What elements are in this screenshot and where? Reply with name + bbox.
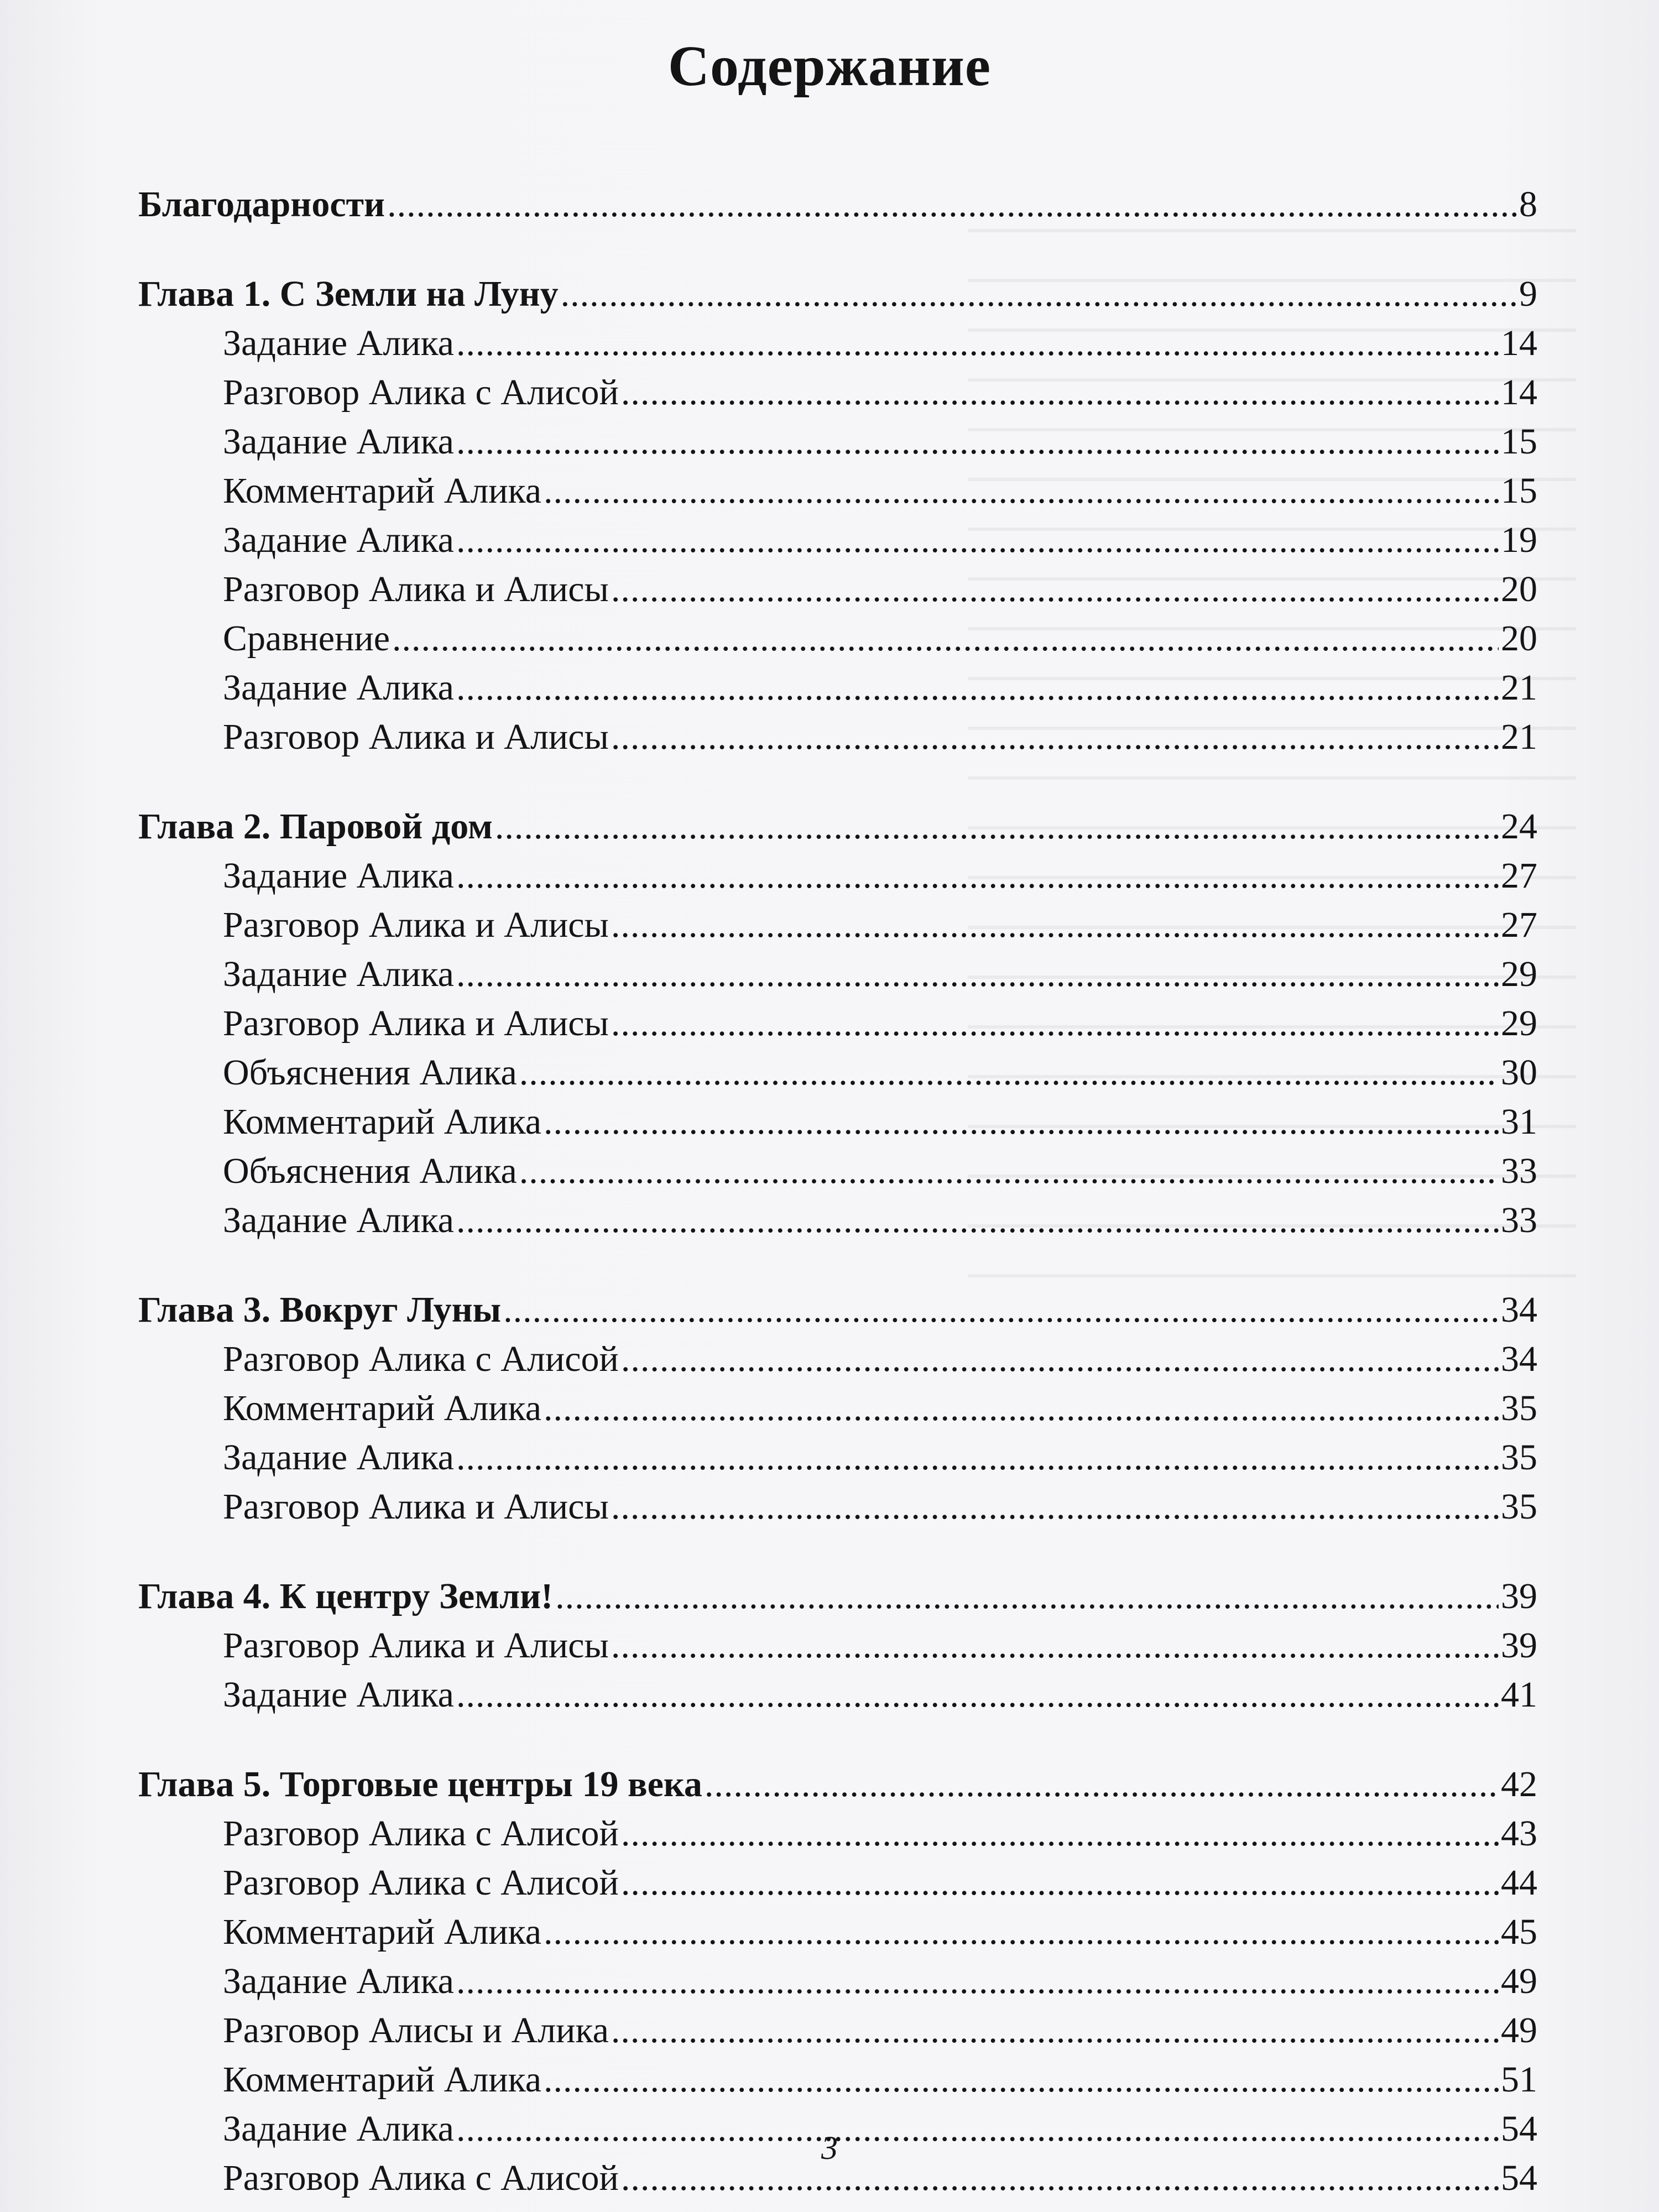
toc-entry-page: 51 [1501,2059,1537,2100]
toc-entry-title: Глава 1. С Земли на Луну [138,274,559,314]
toc-entry-page: 34 [1501,1339,1537,1379]
toc-entry-title: Задание Алика [223,2109,454,2149]
toc-entry-page: 42 [1501,1764,1537,1804]
toc-section-entry [138,2006,1537,2056]
toc-entry-page: 24 [1501,806,1537,847]
dot-leader [456,950,1499,999]
toc-entry-title: Разговор Алика с Алисой [223,2158,619,2198]
toc-entry-title: Разговор Алика и Алисы [223,1486,609,1527]
toc-entry-title: Задание Алика [223,1200,454,1240]
toc-entry-page: 34 [1501,1290,1537,1330]
toc-entry-title: Сравнение [223,618,390,659]
dot-leader [544,1907,1499,1957]
dot-leader [456,1433,1499,1483]
toc-entry-page: 14 [1501,372,1537,413]
dot-leader [456,1670,1499,1720]
toc-entry-page: 15 [1501,471,1537,511]
toc-entry-title: Разговор Алика с Алисой [223,1863,619,1903]
toc-entry-title: Разговор Алика и Алисы [223,905,609,945]
toc-entry-title: Задание Алика [223,323,454,363]
toc-entry-page: 20 [1501,569,1537,609]
toc-section-entry [138,900,1537,950]
toc-section-entry [138,950,1537,999]
toc-entry-title: Задание Алика [223,954,454,994]
dot-leader [495,802,1499,852]
toc-entry-page: 35 [1501,1388,1537,1428]
toc-section-entry [138,1858,1537,1908]
toc-entry-title: Разговор Алика и Алисы [223,1003,609,1044]
toc-chapter-entry [138,802,1537,852]
toc-entry-title: Разговор Алисы и Алика [223,2010,609,2051]
toc-entry-title: Задание Алика [223,520,454,560]
toc-entry-title: Задание Алика [223,1961,454,2001]
toc-entry-page: 54 [1501,2158,1537,2198]
dot-leader [456,515,1499,565]
toc-section-entry [138,1334,1537,1384]
toc-entry-title: Глава 4. К центру Земли! [138,1576,554,1616]
toc-entry-title: Разговор Алика и Алисы [223,1625,609,1666]
toc-section-entry [138,1482,1537,1532]
toc-section-entry [138,1146,1537,1196]
toc-entry-title: Разговор Алика с Алисой [223,1339,619,1379]
toc-entry-title: Задание Алика [223,1437,454,1478]
dot-leader [611,900,1499,950]
dot-leader [544,1097,1499,1147]
dot-leader [611,1482,1499,1532]
toc-entry-title: Разговор Алика и Алисы [223,569,609,609]
dot-leader [621,1809,1499,1859]
dot-leader [544,1384,1499,1433]
dot-leader [611,999,1499,1048]
toc-entry-page: 14 [1501,323,1537,363]
toc-entry-title: Глава 2. Паровой дом [138,806,493,847]
toc-entry-page: 27 [1501,855,1537,896]
toc-entry-title: Комментарий Алика [223,1388,541,1428]
toc-entry-page: 35 [1501,1437,1537,1478]
dot-leader [561,269,1517,319]
toc-entry-page: 45 [1501,1912,1537,1952]
dot-leader [621,1858,1499,1908]
toc-entry-page: 31 [1501,1102,1537,1142]
toc-section-entry [138,515,1537,565]
dot-leader [456,851,1499,901]
toc-section-entry [138,466,1537,516]
toc-section-entry [138,2055,1537,2105]
dot-leader [544,466,1499,516]
toc-entry-title: Комментарий Алика [223,471,541,511]
toc-entry-page: 29 [1501,1003,1537,1044]
dot-leader [387,180,1517,229]
toc-entry-title: Глава 5. Торговые центры 19 века [138,1764,702,1804]
toc-section-entry [138,417,1537,467]
toc-section-entry [138,851,1537,901]
toc-entry-page: 8 [1519,184,1537,225]
toc-chapter-entry [138,180,1537,229]
toc-entry-page: 20 [1501,618,1537,659]
toc-entry-page: 49 [1501,1961,1537,2001]
dot-leader [621,1334,1499,1384]
dot-leader [611,1621,1499,1671]
toc-entry-title: Глава 3. Вокруг Луны [138,1290,502,1330]
dot-leader [611,565,1499,614]
toc-section-entry [138,1809,1537,1859]
toc-chapter-entry [138,269,1537,319]
toc-section-entry [138,1048,1537,1098]
toc-section-entry [138,614,1537,664]
toc-entry-page: 41 [1501,1674,1537,1715]
toc-entry-page: 33 [1501,1151,1537,1191]
toc-entry-page: 43 [1501,1813,1537,1854]
toc-section-entry [138,1957,1537,2006]
toc-entry-page: 35 [1501,1486,1537,1527]
toc-entry-title: Задание Алика [223,855,454,896]
page-number: 3 [821,2130,838,2166]
toc-section-entry [138,1907,1537,1957]
toc-entry-title: Разговор Алика с Алисой [223,1813,619,1854]
toc-section-entry [138,1097,1537,1147]
toc-entry-title: Комментарий Алика [223,1912,541,1952]
dot-leader [503,1285,1499,1335]
toc-section-entry [138,663,1537,713]
toc-section-entry [138,319,1537,368]
toc-entry-page: 21 [1501,717,1537,757]
toc-entry-title: Комментарий Алика [223,2059,541,2100]
dot-leader [519,1048,1499,1098]
dot-leader [456,319,1499,368]
dot-leader [611,712,1499,762]
toc-entry-title: Задание Алика [223,667,454,708]
toc-entry-page: 54 [1501,2109,1537,2149]
toc-entry-title: Комментарий Алика [223,1102,541,1142]
dot-leader [555,1572,1499,1621]
dot-leader [621,368,1499,418]
toc-entry-page: 39 [1501,1576,1537,1616]
toc-entry-title: Разговор Алика и Алисы [223,717,609,757]
dot-leader [456,417,1499,467]
toc-entry-title: Благодарности [138,184,385,225]
dot-leader [456,663,1499,713]
toc-section-entry [138,1433,1537,1483]
dot-leader [705,1760,1499,1809]
toc-entry-page: 19 [1501,520,1537,560]
dot-leader [519,1146,1499,1196]
toc-section-entry [138,565,1537,614]
toc-entry-page: 30 [1501,1052,1537,1093]
toc-chapter-entry [138,1572,1537,1621]
toc-entry-page: 21 [1501,667,1537,708]
dot-leader [392,614,1499,664]
toc-entry-title: Объяснения Алика [223,1052,517,1093]
toc-section-entry [138,368,1537,418]
toc-entry-page: 39 [1501,1625,1537,1666]
toc-section-entry [138,1670,1537,1720]
dot-leader [456,1196,1499,1245]
toc-entry-page: 33 [1501,1200,1537,1240]
toc-chapter-entry [138,1760,1537,1809]
toc-entry-page: 29 [1501,954,1537,994]
toc-chapter-entry [138,1285,1537,1335]
toc-entry-title: Объяснения Алика [223,1151,517,1191]
dot-leader [544,2055,1499,2105]
toc-section-entry [138,1196,1537,1245]
toc-section-entry [138,999,1537,1048]
toc-section-entry [138,1621,1537,1671]
dot-leader [456,1957,1499,2006]
toc-section-entry [138,1384,1537,1433]
toc-entry-title: Разговор Алика с Алисой [223,372,619,413]
toc-entry-page: 49 [1501,2010,1537,2051]
toc-entry-page: 44 [1501,1863,1537,1903]
toc-entry-page: 27 [1501,905,1537,945]
page-title: Содержание [667,34,992,98]
toc-entry-title: Задание Алика [223,1674,454,1715]
toc-entry-page: 15 [1501,421,1537,462]
dot-leader [611,2006,1499,2056]
toc-entry-page: 9 [1519,274,1537,314]
toc-entry-title: Задание Алика [223,421,454,462]
toc-section-entry [138,712,1537,762]
